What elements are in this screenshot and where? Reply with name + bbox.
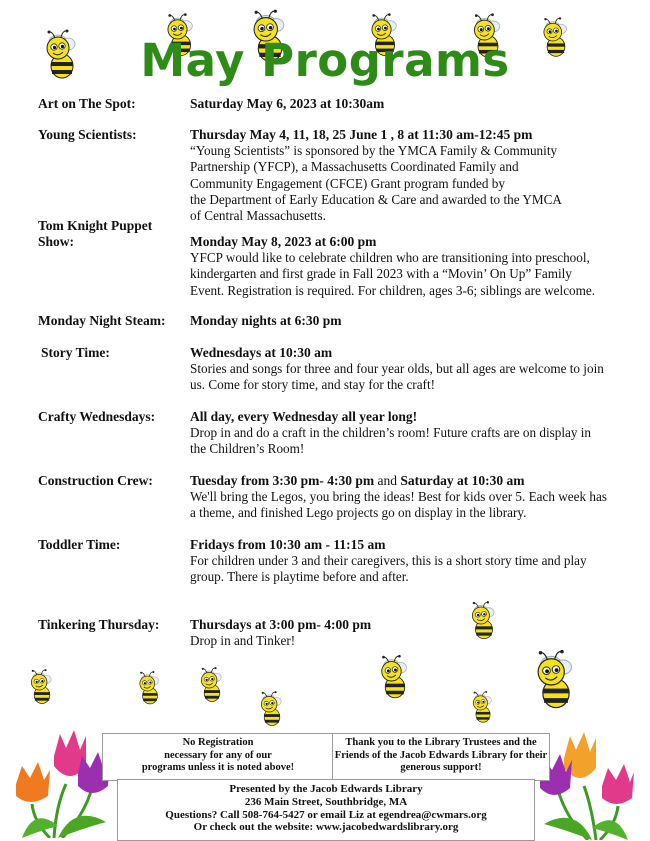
bee-icon [525, 648, 587, 722]
program-heading: Thursday May 4, 11, 18, 25 June 1 , 8 at 11:30 am-12:45 pm [190, 127, 533, 142]
program-description: Drop in and Tinker! [190, 633, 296, 648]
bee-icon [462, 690, 504, 730]
description-line: of Central Massachusetts. [190, 208, 326, 224]
bee-icon [18, 668, 66, 712]
bee-icon [126, 670, 174, 712]
box-line: Thank you to the Library Trustees and the [345, 737, 537, 748]
heading-part: Saturday at 10:30 am [400, 473, 525, 488]
bee-icon [462, 600, 506, 648]
box-line: Or check out the website: www.jacobedwardslibrary.org [193, 821, 459, 834]
thanks-note-box [332, 733, 550, 781]
program-label: Art on The Spot: [38, 96, 136, 111]
program-heading: Monday nights at 6:30 pm [190, 313, 342, 328]
program-label: Crafty Wednesdays: [38, 409, 156, 424]
label-line: Show: [38, 234, 75, 249]
bee-icon [188, 666, 236, 710]
heading-connector: and [374, 473, 401, 488]
program-description: YFCP would like to celebrate children who are transitioning into preschool, kindergarten and first grade in Fall 2023 with a “Movin’ On Up” Family Event. Registration is required. For children, ages 3-6; siblings are welcome. [190, 250, 596, 298]
program-heading: All day, every Wednesday all year long! [190, 409, 418, 424]
presented-by-box [117, 779, 535, 841]
program-label: Monday Night Steam: [38, 313, 166, 328]
program-description: Stories and songs for three and four year olds, but all ages are welcome to join us. Come for story time, and stay for the craft! [190, 361, 604, 393]
program-heading: Wednesdays at 10:30 am [190, 345, 333, 360]
description-line: “Young Scientists” is sponsored by the YMCA Family & Community [190, 143, 558, 158]
box-line: generous support! [400, 762, 482, 773]
program-label: Toddler Time: [38, 537, 121, 552]
program-label: Tinkering Thursday: [38, 617, 160, 632]
heading-part: Tuesday from 3:30 pm- 4:30 pm [190, 473, 375, 488]
program-heading: Saturday May 6, 2023 at 10:30am [190, 96, 385, 111]
box-line: 236 Main Street, Southbridge, MA [244, 795, 408, 808]
label-line: Tom Knight Puppet [38, 218, 153, 233]
box-line: Friends of the Jacob Edwards Library for their [334, 749, 548, 761]
page-title: May Programs [140, 34, 510, 87]
box-line: necessary for any of our [164, 749, 272, 761]
bee-icon [246, 690, 298, 734]
program-description [190, 143, 610, 224]
bee-icon [372, 652, 418, 710]
program-label: Story Time: [41, 345, 110, 360]
program-label [38, 218, 152, 250]
box-line: Questions? Call 508-764-5427 or email Liz at egendrea@cwmars.org [165, 808, 487, 821]
program-heading: Fridays from 10:30 am - 11:15 am [190, 537, 386, 552]
description-line: Community Engagement (CFCE) Grant program funded by [190, 175, 505, 191]
program-label: Young Scientists: [38, 127, 137, 142]
program-label: Construction Crew: [38, 473, 153, 488]
box-line: No Registration [182, 737, 254, 748]
program-heading [190, 473, 525, 489]
program-heading: Thursdays at 3:00 pm- 4:00 pm [190, 617, 372, 632]
box-line: programs unless it is noted above! [141, 762, 295, 773]
box-line: Presented by the Jacob Edwards Library [229, 783, 423, 795]
description-line: Partnership (YFCP), a Massachusetts Coordinated Family and [190, 159, 519, 175]
program-description: Drop in and do a craft in the children’s room! Future crafts are on display in the Children’s Room! [190, 425, 592, 457]
program-description: We'll bring the Legos, you bring the ideas! Best for kids over 5. Each week has a theme, and finished Lego projects go on display in the library. [190, 489, 607, 521]
program-description: For children under 3 and their caregivers, this is a short story time and play group. There is playtime before and after. [190, 553, 587, 585]
program-heading: Monday May 8, 2023 at 6:00 pm [190, 234, 377, 249]
registration-note-box [102, 733, 334, 781]
description-line: the Department of Early Education & Care and awarded to the YMCA [190, 191, 562, 207]
